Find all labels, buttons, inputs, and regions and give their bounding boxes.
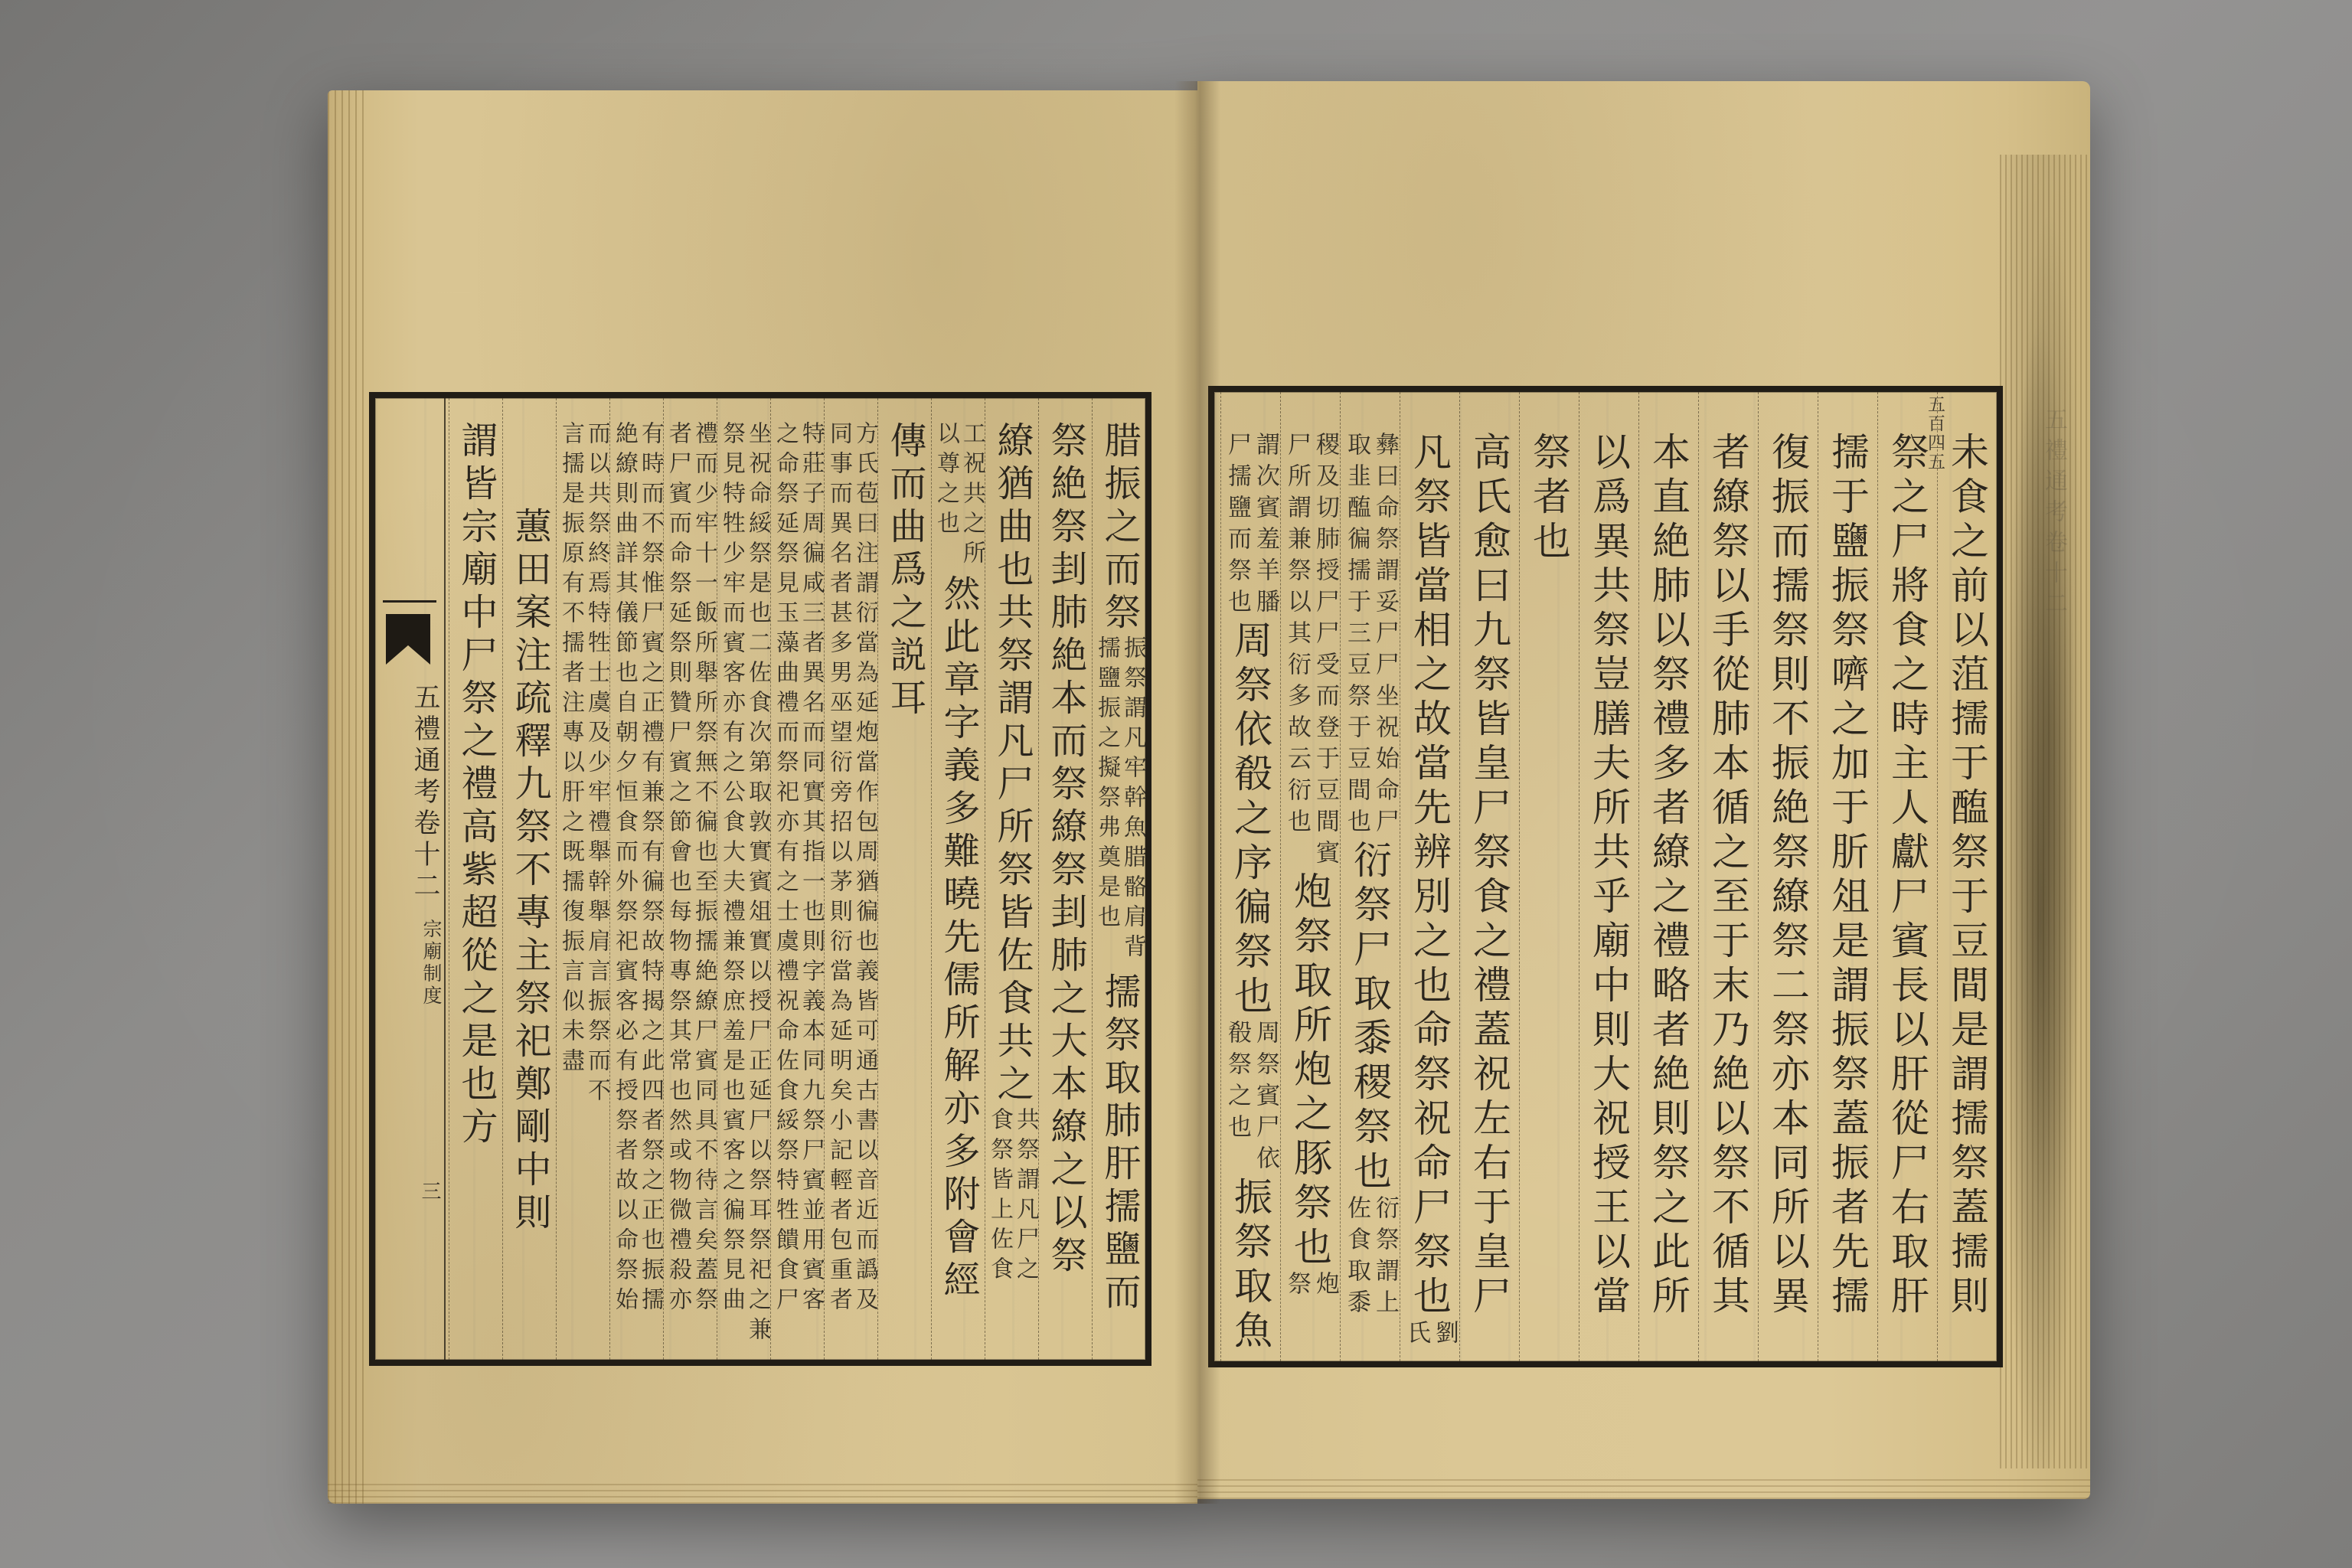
main-text: 然此章字義多難曉先儒所解亦多附會經 [938,574,978,1303]
torn-fold-strip [2000,155,2090,1468]
main-text: 祭絶祭刲肺絶本而祭繚祭刲肺之大本繚之以祭 [1045,421,1086,1279]
banxin-rule [383,600,436,603]
annotation-text: 坐祝命綏祭是也二佐食次第取敦實賓俎實以授尸正延尸以祭耳祭祀之兼祭見特牲少牢而賓客亦有之公食大夫禮兼祭庶羞是也賓客之徧祭見曲 [719,421,770,1347]
text-column [609,398,663,1360]
text-column [824,398,877,1360]
banxin-strip [375,398,446,1360]
text-column [1400,392,1459,1361]
main-text: 傳而曲爲之説耳 [884,421,925,721]
left-page-text-frame [369,392,1152,1366]
main-text: 擩祭取肺肝擩鹽而 [1099,972,1139,1315]
text-column [1698,392,1758,1361]
left-page-bottom-edge [328,1484,1197,1504]
main-text: 擩于鹽振祭嚌之加于肵俎是謂振祭蓋振者先擩 [1826,432,1869,1320]
text-column [1038,398,1092,1360]
annotation-text: 振祭謂凡牢幹魚腊骼肩背擩鹽振之擬祭弗奠是也 [1094,635,1145,964]
folio-number: 三 [419,1181,441,1200]
text-column [985,398,1038,1360]
book-title: 五禮通考卷十二 [410,683,440,903]
annotation-text: 而以共祭終焉特牲士虞及少牢禮舉幹舉肩言振祭而不言擩是振原有不擩者注專以肝之既擩復振言似未盡 [558,421,609,1108]
main-text: 蕙田案注疏釋九祭不專主祭祀鄭剛中則 [509,421,550,1236]
fishtail-icon [386,614,430,665]
main-text: 高氏愈曰九祭皆皇尸祭食之禮蓋祝左右于皇尸 [1468,432,1511,1320]
center-gutter-shadow [1174,81,1220,1504]
annotation-text: 彝曰命祭謂妥尸尸坐祝始命尸取韭醢徧擩于三豆祭于豆間也 [1344,432,1399,840]
left-page [328,90,1197,1504]
main-text: 周祭依殽之序徧祭也 [1229,620,1272,1020]
annotation-text: 周祭賓尸依殽祭之也 [1224,1020,1279,1177]
text-column [931,398,985,1360]
annotation-text: 方氏苞曰注謂衍當為延炮當作包周猶徧也義皆可通古書以音近而譌及同事而異名者甚多男巫望衍旁招以茅則衍當為延明矣小記輕者包重者 [826,421,877,1317]
main-text: 謂皆宗廟中尸祭之禮高紫超從之是也方 [456,421,496,1150]
text-column [1092,398,1145,1360]
left-page-columns [444,398,1145,1360]
annotation-text: 衍祭謂上佐食取黍 [1344,1195,1399,1321]
text-column [1519,392,1579,1361]
right-page [1197,81,2090,1499]
annotation-text: 炮祭 [1284,1271,1339,1302]
ghost-title-bleed: 五禮通考卷十二 [2041,407,2066,622]
text-column [1638,392,1698,1361]
main-text: 衍祭尸取黍稷祭也 [1348,840,1391,1195]
main-text: 振祭取魚 [1229,1177,1272,1354]
annotation-text: 有時而不祭惟尸賓之正禮有兼祭有徧祭故特揭之此四者祭之正也振擩絶繚則曲詳其儀節也自朝夕恒食而外祭祀賓客必有授祭者故以命祭始 [612,421,663,1317]
open-book [328,81,2090,1504]
text-column [1937,392,1997,1361]
annotation-text: 共祭謂凡尸之食祭皆上佐食 [987,1107,1038,1286]
main-text: 祭者也 [1527,432,1570,565]
text-column [556,398,609,1360]
main-text: 本直絶肺以祭禮多者繚之禮略者絶則祭之此所 [1647,432,1690,1320]
text-column [877,398,931,1360]
text-column [1220,392,1280,1361]
annotation-text: 稷及切肺授尸尸受而登于豆間賓尸所謂兼祭以其衍多故云衍也 [1284,432,1339,871]
main-text: 者繚祭以手從肺本循之至于末乃絶以祭不循其 [1707,432,1749,1320]
right-page-bottom-edge [1197,1479,2090,1499]
text-column [663,398,717,1360]
text-column [1758,392,1818,1361]
main-text: 祭之尸將食之時主人獻尸賓長以肝從尸右取肝 [1886,432,1929,1320]
annotation-text: 特莊子周徧咸三者異名而同實其指一也則字義本同九祭尸賓並用賓客之命祭延祭見玉藻曲禮而祭祀亦有之士虞禮祝命佐食綏祭特牲饋食尸 [773,421,824,1317]
text-column [1818,392,1877,1361]
section-title: 宗廟制度 [420,919,441,1008]
main-text: 腊振之而祭 [1099,421,1139,635]
text-column [502,398,556,1360]
annotation-text: 劉氏 [1403,1320,1459,1351]
main-text: 凡祭皆當相之故當先辨別之也命祭祝命尸祭也 [1408,432,1451,1320]
text-column [1579,392,1638,1361]
main-text: 未食之前以菹擩于醢祭于豆間是謂擩祭蓋擩則 [1945,432,1988,1320]
annotation-text: 禮而少牢十一飯所舉所祭無不徧也至振擩絶繚尸賓同具不待言矣蓋祭者尸賓而命祭延祭則贊尸賓之節會也每物專祭其常也然或物微禮殺亦 [665,421,717,1317]
annotation-text: 謂次賓羞羊膰尸擩鹽而祭也 [1224,432,1279,620]
text-column [770,398,824,1360]
text-column [717,398,770,1360]
main-text: 以爲異共祭豈膳夫所共乎廟中則大祝授王以當 [1587,432,1630,1320]
left-page-edge-stack [328,90,364,1504]
annotation-text: 工祝共之所以尊之也 [933,421,985,570]
text-column [449,398,502,1360]
right-page-columns [1214,392,1997,1361]
text-column [1877,392,1937,1361]
main-text: 繚猶曲也共祭謂凡尸所祭皆佐食共之 [991,421,1032,1107]
cumulative-page-label: 五百四五 [1926,395,1945,472]
text-column [1340,392,1400,1361]
right-page-text-frame [1208,386,2003,1367]
text-column [1280,392,1340,1361]
main-text: 炮祭取所炮之豚祭也 [1289,871,1331,1271]
text-column [1459,392,1519,1361]
main-text: 復振而擩祭則不振絶祭繚祭二祭亦本同所以異 [1766,432,1809,1320]
